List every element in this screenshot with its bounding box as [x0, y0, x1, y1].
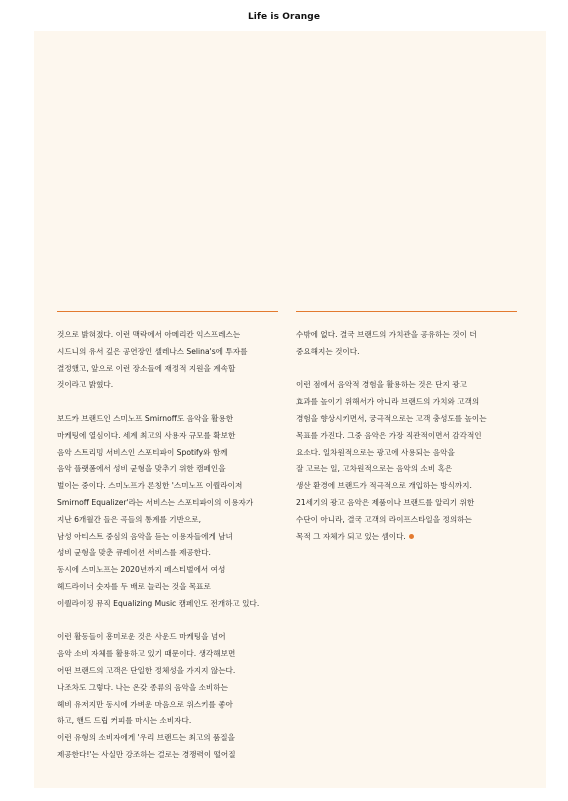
text-line: 생산 환경에 브랜드가 적극적으로 개입하는 방식까지.: [296, 481, 472, 491]
text-line: 어떤 브랜드의 고객은 단일한 정체성을 가지지 않는다.: [57, 665, 236, 675]
text-line: 시드니의 유서 깊은 공연장인 셀레나스 Selina's에 투자를: [57, 346, 248, 356]
text-line: 목표를 가진다. 그중 음악은 가장 직관적이면서 감각적인: [296, 430, 482, 440]
text-line: 이런 활동들이 흥미로운 것은 사운드 마케팅을 넘어: [57, 632, 226, 642]
paragraph: [296, 327, 522, 361]
left-text-column: [57, 327, 283, 764]
text-line: 목적 그 자체가 되고 있는 셈이다.: [296, 529, 522, 546]
text-line: 보드카 브랜드인 스미노프 Smirnoff도 음악을 활용한: [57, 413, 234, 423]
left-column-rule: [57, 311, 278, 312]
text-line: 성비 균형을 맞춘 큐레이션 서비스를 제공한다.: [57, 548, 211, 558]
text-line: 마케팅에 열심이다. 세계 최고의 사용자 규모를 확보한: [57, 430, 236, 440]
text-line: 음악 소비 자체를 활용하고 있기 때문이다. 생각해보면: [57, 649, 236, 659]
paragraph: [57, 327, 283, 394]
text-line: Smirnoff Equalizer'라는 서비스는 스포티파이의 이용자가: [57, 497, 254, 507]
text-line: 헤드라이너 숫자를 두 배로 늘리는 것을 목표로: [57, 581, 211, 591]
text-line: 벌이는 중이다. 스미노프가 론칭한 '스미노프 이퀄라이저: [57, 481, 243, 491]
page-panel: [34, 31, 546, 788]
text-line: 하고, 핸드 드립 커피를 마시는 소비자다.: [57, 716, 192, 726]
text-line: 지난 6개월간 들은 곡들의 통계를 기반으로,: [57, 514, 202, 524]
right-text-column: [296, 327, 522, 545]
text-line: 요소다. 일차원적으로는 광고에 사용되는 음악을: [296, 447, 455, 457]
text-line: 나조차도 그렇다. 나는 온갖 종류의 음악을 소비하는: [57, 682, 228, 692]
text-line: 이런 점에서 음악적 경험을 활용하는 것은 단지 광고: [296, 380, 467, 390]
article-end-mark-icon: [409, 534, 414, 539]
text-line: 음악 플랫폼에서 성비 균형을 맞추기 위한 캠페인을: [57, 464, 226, 474]
text-line: 중요해지는 것이다.: [296, 346, 360, 356]
text-line: 결정했고, 앞으로 이런 장소들에 재정적 지원을 계속할: [57, 363, 236, 373]
running-header-title: Life is Orange: [247, 12, 321, 22]
right-column-rule: [296, 311, 517, 312]
text-line: 동시에 스미노프는 2020년까지 페스티벌에서 여성: [57, 565, 226, 575]
paragraph: [57, 411, 283, 613]
paragraph: [296, 377, 522, 545]
text-line: 잘 고르는 일, 고차원적으로는 음악의 소비 혹은: [296, 464, 453, 474]
text-line: 수단이 아니라, 결국 고객의 라이프스타일을 정의하는: [296, 514, 472, 524]
text-line: 효과를 높이기 위해서가 아니라 브랜드의 가치와 고객의: [296, 397, 480, 407]
text-line: 것으로 밝혀졌다. 이런 맥락에서 아메리칸 익스프레스는: [57, 330, 241, 339]
text-line: 헤비 유저지만 동시에 가벼운 마음으로 위스키를 좋아: [57, 699, 233, 709]
text-line: 것이라고 밝혔다.: [57, 380, 114, 390]
text-line: 이런 유형의 소비자에게 '우리 브랜드는 최고의 품질을: [57, 733, 235, 743]
text-line: 수밖에 없다. 결국 브랜드의 가치관을 공유하는 것이 더: [296, 330, 477, 339]
text-line: 남성 아티스트 중심의 음악을 듣는 이용자들에게 남녀: [57, 531, 233, 541]
text-line: 음악 스트리밍 서비스인 스포티파이 Spotify와 함께: [57, 447, 228, 457]
text-line: 21세기의 광고 음악은 제품이나 브랜드를 알리기 위한: [296, 497, 475, 507]
text-line: 이퀄라이징 뮤직 Equalizing Music 캠페인도 전개하고 있다.: [57, 598, 260, 608]
text-line: 제공한다!'는 사실만 강조하는 걸로는 경쟁력이 떨어질: [57, 749, 236, 759]
text-line: 경험을 향상시키면서, 궁극적으로는 고객 충성도를 높이는: [296, 413, 487, 423]
paragraph: [57, 629, 283, 763]
